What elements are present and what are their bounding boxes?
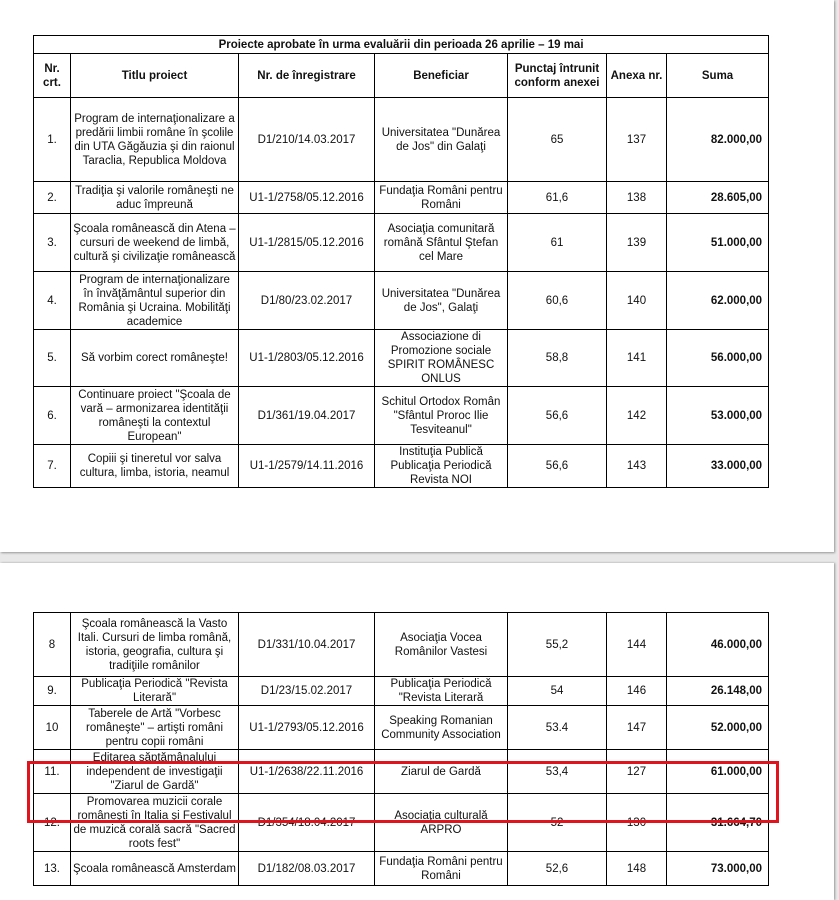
highlight-box-row-11 <box>27 761 779 823</box>
cell-beneficiar: Asociaţia culturală ARPRO <box>375 794 508 852</box>
cell-nr: 2. <box>34 182 71 214</box>
cell-suma: 26.148,00 <box>667 677 769 706</box>
cell-titlu: Copiii şi tineretul vor salva cultura, limba, istoria, neamul <box>71 445 239 488</box>
cell-beneficiar: Ziarul de Gardă <box>375 750 508 794</box>
cell-inreg: D1/331/10.04.2017 <box>239 613 375 677</box>
cell-punctaj: 61 <box>508 214 607 272</box>
header-nr: Nr. crt. <box>34 54 71 98</box>
cell-inreg: D1/354/18.04.2017 <box>239 794 375 852</box>
cell-titlu: Editarea săptămânalului independent de investigaţii "Ziarul de Gardă" <box>71 750 239 794</box>
cell-nr: 5. <box>34 330 71 387</box>
cell-anexa: 137 <box>607 98 667 182</box>
cell-nr: 10 <box>34 706 71 750</box>
header-titlu: Titlu proiect <box>71 54 239 98</box>
table-row <box>34 214 769 272</box>
cell-suma: 51.000,00 <box>667 214 769 272</box>
header-inregistrare: Nr. de înregistrare <box>239 54 375 98</box>
cell-suma: 28.605,00 <box>667 182 769 214</box>
cell-anexa: 147 <box>607 706 667 750</box>
cell-anexa: 140 <box>607 272 667 330</box>
cell-titlu: Program de internaţionalizare în învăţământul superior din România şi Ucraina. Mobilităţi academice <box>71 272 239 330</box>
cell-titlu: Publicaţia Periodică "Revista Literară" <box>71 677 239 706</box>
cell-inreg: U1-1/2638/22.11.2016 <box>239 750 375 794</box>
table-row <box>34 613 769 677</box>
cell-inreg: U1-1/2758/05.12.2016 <box>239 182 375 214</box>
table-row <box>34 706 769 750</box>
cell-anexa: 146 <box>607 677 667 706</box>
cell-beneficiar: Speaking Romanian Community Association <box>375 706 508 750</box>
cell-suma: 56.000,00 <box>667 330 769 387</box>
cell-titlu: Şcoala românească la Vasto Itali. Cursuri de limba română, istoria, geografia, cultura şi tradiţiile românilor <box>71 613 239 677</box>
cell-punctaj: 60,6 <box>508 272 607 330</box>
cell-beneficiar: Asociaţia comunitară română Sfântul Ştefan cel Mare <box>375 214 508 272</box>
table-row <box>34 98 769 182</box>
table-row <box>34 852 769 886</box>
cell-punctaj: 54 <box>508 677 607 706</box>
projects-table-page-2 <box>33 612 769 886</box>
cell-nr: 11. <box>34 750 71 794</box>
cell-titlu: Program de internaţionalizare a predării limbii române în şcolile din UTA Găgăuzia şi din raionul Taraclia, Republica Moldova <box>71 98 239 182</box>
cell-suma: 82.000,00 <box>667 98 769 182</box>
projects-table-page-1 <box>33 35 769 488</box>
cell-beneficiar: Associazione di Promozione sociale SPIRIT ROMÂNESC ONLUS <box>375 330 508 387</box>
cell-punctaj: 58,8 <box>508 330 607 387</box>
cell-inreg: D1/23/15.02.2017 <box>239 677 375 706</box>
cell-punctaj: 65 <box>508 98 607 182</box>
cell-titlu: Să vorbim corect româneşte! <box>71 330 239 387</box>
cell-beneficiar: Schitul Ortodox Român "Sfântul Proroc Ilie Tesviteanul" <box>375 387 508 445</box>
table-caption-row <box>34 36 769 54</box>
cell-anexa: 142 <box>607 387 667 445</box>
cell-titlu: Şcoala românească din Atena – cursuri de weekend de limbă, cultură şi civilizaţie românească <box>71 214 239 272</box>
cell-nr: 6. <box>34 387 71 445</box>
cell-beneficiar: Asociaţia Vocea Românilor Vastesi <box>375 613 508 677</box>
cell-suma: 31.664,70 <box>667 794 769 852</box>
cell-titlu: Taberele de Artă "Vorbesc româneşte" – artişti români pentru copii români <box>71 706 239 750</box>
cell-inreg: U1-1/2803/05.12.2016 <box>239 330 375 387</box>
cell-titlu: Continuare proiect "Şcoala de vară – armonizarea identităţii româneşti la contextul European" <box>71 387 239 445</box>
cell-suma: 73.000,00 <box>667 852 769 886</box>
cell-nr: 7. <box>34 445 71 488</box>
cell-punctaj: 61,6 <box>508 182 607 214</box>
cell-beneficiar: Fundaţia Români pentru Români <box>375 852 508 886</box>
cell-suma: 53.000,00 <box>667 387 769 445</box>
cell-suma: 61.000,00 <box>667 750 769 794</box>
table-row <box>34 445 769 488</box>
table-row <box>34 272 769 330</box>
header-punctaj: Punctaj întrunit conform anexei <box>508 54 607 98</box>
cell-nr: 12. <box>34 794 71 852</box>
header-beneficiar: Beneficiar <box>375 54 508 98</box>
cell-punctaj: 55,2 <box>508 613 607 677</box>
cell-punctaj: 53,4 <box>508 750 607 794</box>
cell-anexa: 127 <box>607 750 667 794</box>
cell-anexa: 141 <box>607 330 667 387</box>
table-row <box>34 182 769 214</box>
cell-inreg: D1/210/14.03.2017 <box>239 98 375 182</box>
cell-nr: 4. <box>34 272 71 330</box>
table-row <box>34 677 769 706</box>
header-anexa: Anexa nr. <box>607 54 667 98</box>
cell-beneficiar: Instituţia Publică Publicaţia Periodică Revista NOI <box>375 445 508 488</box>
cell-beneficiar: Fundaţia Români pentru Români <box>375 182 508 214</box>
cell-suma: 62.000,00 <box>667 272 769 330</box>
cell-punctaj: 56,6 <box>508 387 607 445</box>
cell-anexa: 138 <box>607 182 667 214</box>
table-caption: Proiecte aprobate în urma evaluării din perioada 26 aprilie – 19 mai <box>34 36 769 54</box>
cell-punctaj: 56,6 <box>508 445 607 488</box>
cell-suma: 52.000,00 <box>667 706 769 750</box>
cell-punctaj: 52 <box>508 794 607 852</box>
cell-nr: 13. <box>34 852 71 886</box>
cell-anexa: 144 <box>607 613 667 677</box>
cell-anexa: 148 <box>607 852 667 886</box>
cell-suma: 46.000,00 <box>667 613 769 677</box>
cell-inreg: D1/182/08.03.2017 <box>239 852 375 886</box>
header-suma: Suma <box>667 54 769 98</box>
cell-punctaj: 52,6 <box>508 852 607 886</box>
cell-nr: 1. <box>34 98 71 182</box>
cell-anexa: 130 <box>607 794 667 852</box>
cell-suma: 33.000,00 <box>667 445 769 488</box>
cell-nr: 9. <box>34 677 71 706</box>
table-header-row <box>34 54 769 98</box>
cell-titlu: Promovarea muzicii corale româneşti în Italia şi Festivalul de muzică corală sacră "Sacred roots fest" <box>71 794 239 852</box>
cell-inreg: U1-1/2793/05.12.2016 <box>239 706 375 750</box>
cell-beneficiar: Universitatea "Dunărea de Jos", Galaţi <box>375 272 508 330</box>
cell-inreg: U1-1/2815/05.12.2016 <box>239 214 375 272</box>
cell-nr: 3. <box>34 214 71 272</box>
cell-anexa: 143 <box>607 445 667 488</box>
cell-beneficiar: Universitatea "Dunărea de Jos" din Galaţi <box>375 98 508 182</box>
cell-inreg: D1/80/23.02.2017 <box>239 272 375 330</box>
cell-inreg: D1/361/19.04.2017 <box>239 387 375 445</box>
table-row <box>34 330 769 387</box>
cell-titlu: Tradiţia şi valorile româneşti ne aduc împreună <box>71 182 239 214</box>
table-row <box>34 387 769 445</box>
cell-inreg: U1-1/2579/14.11.2016 <box>239 445 375 488</box>
cell-beneficiar: Publicaţia Periodică "Revista Literară <box>375 677 508 706</box>
cell-anexa: 139 <box>607 214 667 272</box>
cell-titlu: Şcoala românească Amsterdam <box>71 852 239 886</box>
cell-punctaj: 53.4 <box>508 706 607 750</box>
cell-nr: 8 <box>34 613 71 677</box>
